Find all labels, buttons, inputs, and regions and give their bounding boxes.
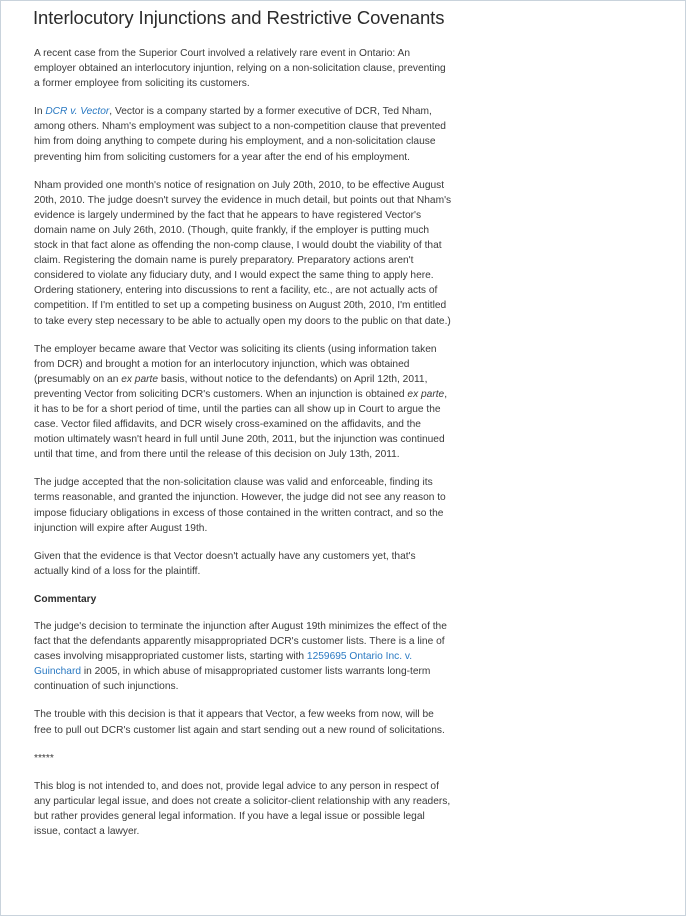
post-title: Interlocutory Injunctions and Restrictive Covenants <box>33 7 445 28</box>
case-link-dcr-v-vector[interactable]: DCR v. Vector <box>45 106 110 118</box>
paragraph-commentary <box>34 619 452 694</box>
commentary-heading: Commentary <box>34 593 97 605</box>
paragraph-customers: Given that the evidence is that Vector doesn't actually have any customers yet, that's actually kind of a loss for the plaintiff. <box>34 550 416 577</box>
text-segment: , Vector is a company started by a former executive of DCR, Ted Nham, among others. Nham's employment was subject to a non-competition clause that prevented him from doing anything to compete during his employment, and a non-solicitation clause preventing him from soliciting customers for a year after the end of his employment. <box>34 106 446 163</box>
emphasis-ex-parte: ex parte <box>407 388 445 400</box>
post-body <box>34 46 452 852</box>
paragraph-injunction-motion <box>34 342 452 463</box>
paragraph-trouble: The trouble with this decision is that it appears that Vector, a few weeks from now, will be free to pull out DCR's customer list again and start sending out a new round of solicitations. <box>34 709 445 736</box>
text-segment: In <box>34 106 46 118</box>
text-segment: The judge's decision to terminate the injunction after August 19th minimizes the effect of the fact that the defendants apparently misappropriated DCR's customer lists. There is a line of cases involving misappropriated customer lists, starting with <box>34 621 447 663</box>
text-segment: in 2005, in which abuse of misappropriated customer lists warrants long-term continuation of such injunctions. <box>34 666 431 693</box>
paragraph-intro: A recent case from the Superior Court involved a relatively rare event in Ontario: An employer obtained an interlocutory injuntion, relying on a non-solicitation clause, preventing a former employee from soliciting its customers. <box>34 48 446 90</box>
separator: ***** <box>34 752 54 764</box>
emphasis-ex-parte: ex parte <box>121 373 159 385</box>
disclaimer: This blog is not intended to, and does not, provide legal advice to any person in respect of any particular legal issue, and does not create a solicitor-client relationship with any readers, but rather provides general legal information. If you have a legal issue or possible legal issue, contact a lawyer. <box>34 780 451 838</box>
paragraph-judgment: The judge accepted that the non-solicitation clause was valid and enforceable, finding its terms reasonable, and granted the injunction. However, the judge did not see any reason to impose fiduciary obligations in excess of those contained in the written contract, and so the injunction will expire after August 19th. <box>34 477 446 534</box>
paragraph-case-background <box>34 104 452 164</box>
paragraph-resignation: Nham provided one month's notice of resignation on July 20th, 2010, to be effective August 20th, 2010. The judge doesn't survey the evidence in much detail, but points out that Nham's evidence is largely undermined by the fact that he appears to have registered Vector's domain name on July 26th, 2010. (Though, quite frankly, if the employer is putting much stock in that fact alone as offending the non-comp clause, I would doubt the viability of that claim. Registering the domain name is purely preparatory. Preparatory actions aren't considered to violate any fiduciary duty, and I would expect the same thing to apply here. Ordering stationery, entering into discussions to rent a facility, etc., are not actually acts of competition. If I'm entitled to set up a competing business on August 20th, 2010, I'm entitled to take every step necessary to be able to actually open my doors to the public on that date.) <box>34 179 452 327</box>
case-link-guinchard[interactable]: 1259695 Ontario Inc. v. Guinchard <box>34 651 413 678</box>
text-segment: basis, without notice to the defendants) on April 12th, 2011, preventing Vector from soliciting DCR's customers. When an injunction is obtained <box>34 373 428 400</box>
text-segment: , it has to be for a short period of time, until the parties can all show up in Court to argue the case. Vector filed affidavits, and DCR wisely cross-examined on the affidavits, and the motion ultimately wasn't heard in full until June 20th, 2011, but the injunction was continued until that time, and from there until the release of this decision on July 13th, 2011. <box>34 388 448 461</box>
text-segment: The employer became aware that Vector was soliciting its clients (using information taken from DCR) and brought a motion for an interlocutory injunction, which was obtained (presumably on an <box>34 343 437 385</box>
